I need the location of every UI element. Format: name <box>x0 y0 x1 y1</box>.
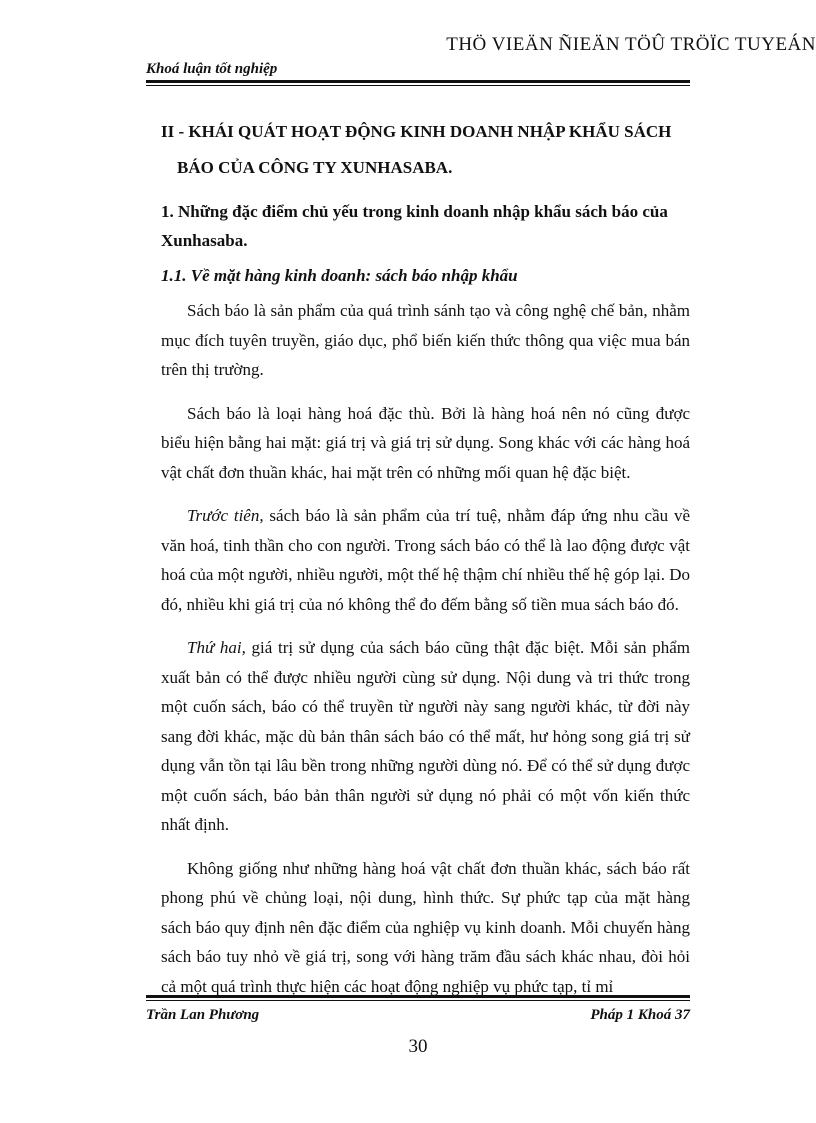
header-divider <box>146 80 690 86</box>
paragraph-5: Không giống như những hàng hoá vật chất đơn thuần khác, sách báo rất phong phú về chủng loại, nội dung, hình thức. Sự phức tạp của mặt hàng sách báo quy định nên đặc điểm của nghiệp vụ kinh doanh. Mỗi chuyến hàng sách báo tuy nhỏ về giá trị, song với hàng trăm đầu sách khác nhau, đòi hỏi cả một quá trình thực hiện các hoạt động nghiệp vụ phức tạp, tỉ mỉ <box>161 858 690 996</box>
paragraph-3-text: sách báo là sản phẩm của trí tuệ, nhằm đáp ứng nhu cầu về văn hoá, tinh thần cho con người. Trong sách báo có thể là lao động được vật hoá của một người, nhiều người, một thế hệ thậm chí nhiều thế hệ góp lại. Do đó, nhiều khi giá trị của nó không thể đo đếm bằng số tiền mua sách báo đó. <box>161 506 690 614</box>
section-heading-line2: BÁO CỦA CÔNG TY XUNHASABA. <box>177 158 453 177</box>
section-heading <box>161 114 690 186</box>
footer-divider <box>146 995 690 1001</box>
paragraph-4-lead: Thứ hai, <box>187 638 246 657</box>
header-title: Khoá luận tốt nghiệp <box>146 61 278 77</box>
watermark-text: THÖ VIEÄN ÑIEÄN TÖÛ TRÖÏC TUYEÁN <box>446 34 816 55</box>
paragraph-1: Sách báo là sản phẩm của quá trình sánh tạo và công nghệ chế bản, nhằm mục đích tuyên truyền, giáo dục, phổ biến kiến thức thông qua việc mua bán trên thị trường. <box>161 301 690 379</box>
paragraph-3 <box>161 501 690 619</box>
page-number: 30 <box>408 1036 428 1057</box>
footer-class: Pháp 1 Khoá 37 <box>590 1007 690 1023</box>
section-heading-line1: II - KHÁI QUÁT HOẠT ĐỘNG KINH DOANH NHẬP KHẨU SÁCH <box>161 122 672 141</box>
page-body <box>161 114 690 1001</box>
paragraph-4-text: giá trị sử dụng của sách báo cũng thật đặc biệt. Mỗi sản phẩm xuất bản có thể được nhiều người cùng sử dụng. Nội dung và tri thức trong một cuốn sách, báo có thể truyền từ người này sang người khác, từ đời này sang đời khác, mặc dù bản thân sách báo có thể mất, hư hỏng song giá trị sử dụng vẫn tồn tại lâu bền trong những người dùng nó. Để có thể sử dụng được một cuốn sách, báo bản thân người sử dụng nó phải có một vốn kiến thức nhất định. <box>161 638 690 834</box>
footer-author: Trần Lan Phương <box>146 1007 260 1023</box>
paragraph-3-lead: Trước tiên, <box>187 506 264 525</box>
paragraph-2: Sách báo là loại hàng hoá đặc thù. Bởi là hàng hoá nên nó cũng được biểu hiện bằng hai mặt: giá trị và giá trị sử dụng. Song khác với các hàng hoá vật chất đơn thuần khác, hai mặt trên có những mối quan hệ đặc biệt. <box>161 403 690 482</box>
subsubsection-heading: 1.1. Về mặt hàng kinh doanh: sách báo nhập khẩu <box>161 266 518 285</box>
paragraph-4 <box>161 633 690 840</box>
subsection-heading: 1. Những đặc điểm chủ yếu trong kinh doanh nhập khẩu sách báo của Xunhasaba. <box>161 202 668 250</box>
